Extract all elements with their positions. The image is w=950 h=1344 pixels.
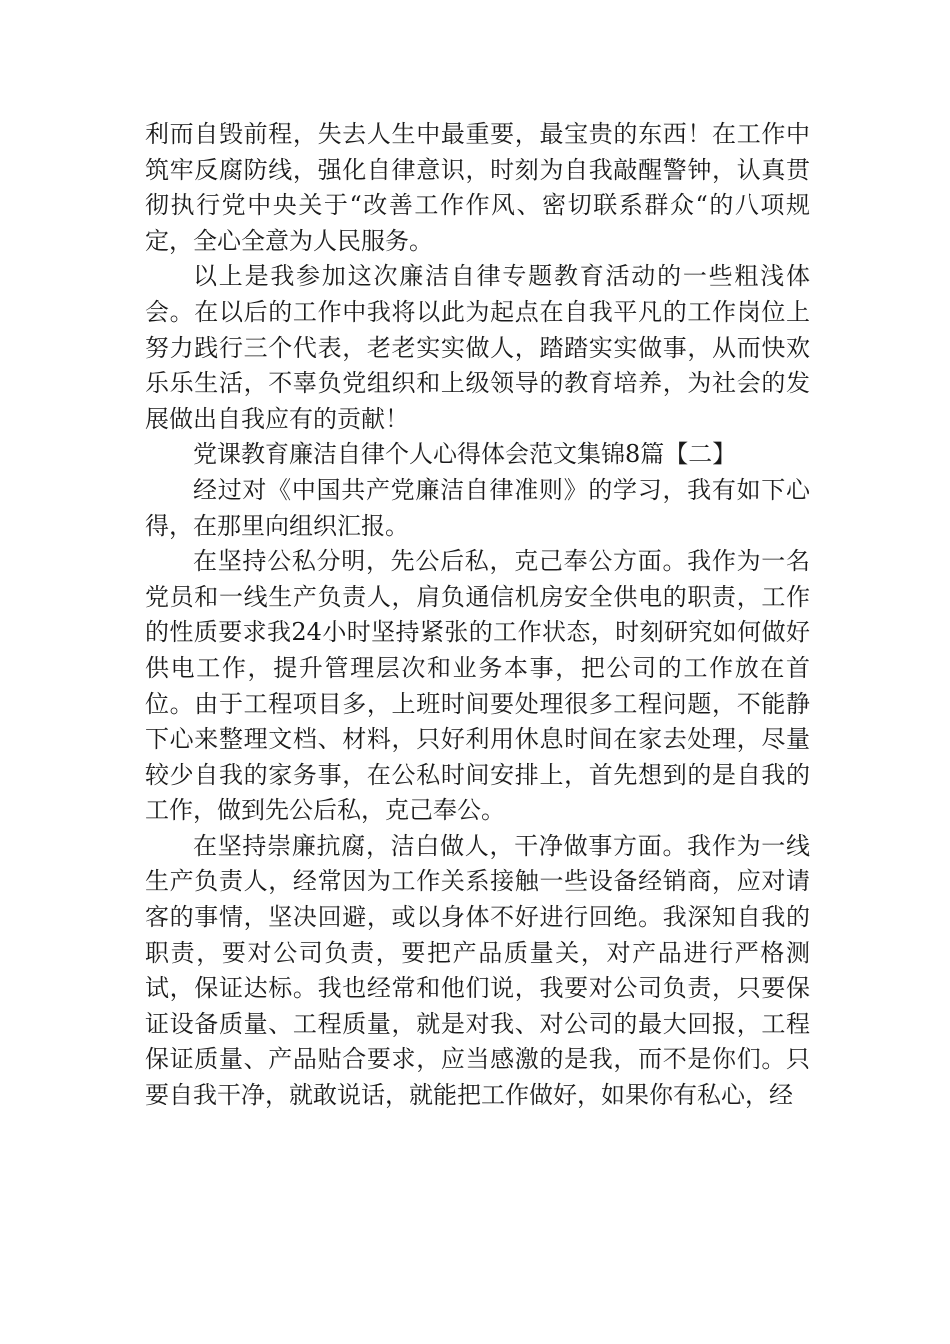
document-body (145, 117, 810, 1114)
paragraph-intro: 经过对《中国共产党廉洁自律准则》的学习，我有如下心得，在那里向组织汇报。 (145, 475, 810, 540)
paragraph-anti-corruption: 在坚持崇廉抗腐，洁白做人，干净做事方面。我作为一线生产负责人，经常因为工作关系接触一些设备经销商，应对请客的事情，坚决回避，或以身体不好进行回绝。我深知自我的职责，要对公司负责，要把产品质量关，对产品进行严格测试，保证达标。我也经常和他们说，我要对公司负责，只要保证设备质量、工程质量，就是对我、对公司的最大回报，工程保证质量、产品贴合要求，应当感激的是我，而不是你们。只要自我干净，就敢说话，就能把工作做好，如果你有私心，经 (145, 831, 810, 1110)
section-heading: 党课教育廉洁自律个人心得体会范文集锦8篇【二】 (193, 440, 737, 469)
paragraph-conclusion: 以上是我参加这次廉洁自律专题教育活动的一些粗浅体会。在以后的工作中我将以此为起点在自我平凡的工作岗位上努力践行三个代表，老老实实做人，踏踏实实做事，从而快欢乐乐生活，不辜负党组织和上级领导的教育培养，为社会的发展做出自我应有的贡献！ (145, 262, 810, 433)
paragraph-public-private: 在坚持公私分明，先公后私，克己奉公方面。我作为一名党员和一线生产负责人，肩负通信机房安全供电的职责，工作的性质要求我24小时坚持紧张的工作状态，时刻研究如何做好供电工作，提升管理层次和业务本事，把公司的工作放在首位。由于工程项目多，上班时间要处理很多工程问题，不能静下心来整理文档、材料，只好利用休息时间在家去处理，尽量较少自我的家务事，在公私时间安排上，首先想到的是自我的工作，做到先公后私，克己奉公。 (145, 547, 810, 825)
paragraph-continued: 利而自毁前程，失去人生中最重要，最宝贵的东西！在工作中筑牢反腐防线，强化自律意识，时刻为自我敲醒警钟，认真贯彻执行党中央关于“改善工作作风、密切联系群众“的八项规定，全心全意为人民服务。 (145, 120, 810, 255)
